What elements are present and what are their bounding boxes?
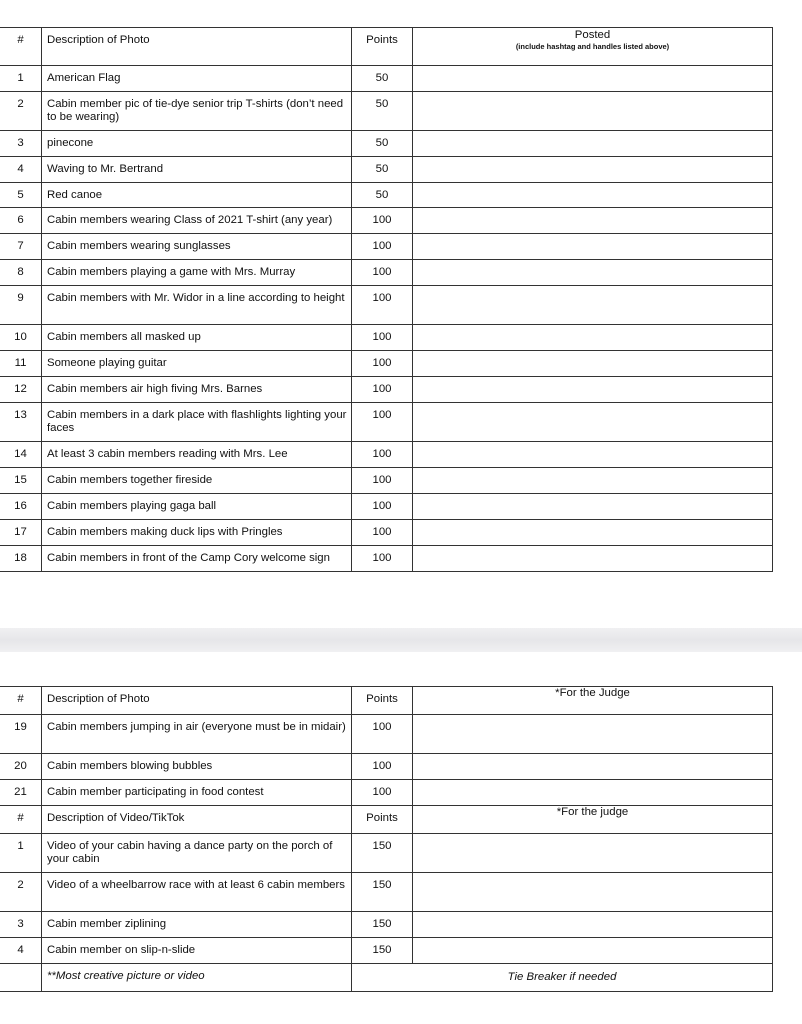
row-points: 100 — [352, 754, 413, 780]
row-number: 14 — [0, 442, 42, 468]
photo-scavenger-table — [0, 27, 773, 572]
row-description: Cabin member pic of tie-dye senior trip T-shirts (don’t need to be wearing) — [42, 92, 352, 131]
row-description: Cabin members all masked up — [42, 325, 352, 351]
row-description: Cabin members with Mr. Widor in a line according to height — [42, 286, 352, 325]
row-description: Red canoe — [42, 183, 352, 208]
row-points: 100 — [352, 286, 413, 325]
row-number: 8 — [0, 260, 42, 286]
row-points: 50 — [352, 157, 413, 183]
video-header-judge: *For the judge — [413, 806, 773, 834]
row-description: Cabin member on slip-n-slide — [42, 938, 352, 964]
table-row — [0, 494, 773, 520]
table-header-row — [0, 28, 773, 66]
row-judge-cell — [413, 912, 773, 938]
row-posted-cell — [413, 468, 773, 494]
row-number: 6 — [0, 208, 42, 234]
row-description: Cabin member participating in food contest — [42, 780, 352, 806]
video-header-description: Description of Video/TikTok — [42, 806, 352, 834]
table-row — [0, 351, 773, 377]
header-posted — [413, 28, 773, 66]
row-posted-cell — [413, 260, 773, 286]
row-number: 4 — [0, 157, 42, 183]
row-posted-cell — [413, 92, 773, 131]
row-description: Video of a wheelbarrow race with at least 6 cabin members — [42, 873, 352, 912]
table-row — [0, 183, 773, 208]
row-number: 10 — [0, 325, 42, 351]
row-number: 4 — [0, 938, 42, 964]
row-points: 150 — [352, 938, 413, 964]
table-row — [0, 131, 773, 157]
row-points: 100 — [352, 260, 413, 286]
row-number: 1 — [0, 834, 42, 873]
table-row — [0, 468, 773, 494]
row-posted-cell — [413, 351, 773, 377]
table-row — [0, 157, 773, 183]
table-row — [0, 938, 773, 964]
table-row — [0, 834, 773, 873]
row-points: 150 — [352, 873, 413, 912]
row-posted-cell — [413, 494, 773, 520]
header-description: Description of Photo — [42, 687, 352, 715]
table-row — [0, 912, 773, 938]
tie-breaker-note: Tie Breaker if needed — [352, 964, 773, 992]
row-number: 13 — [0, 403, 42, 442]
row-description: Cabin members jumping in air (everyone must be in midair) — [42, 715, 352, 754]
row-posted-cell — [413, 546, 773, 572]
row-description: Cabin members in front of the Camp Cory welcome sign — [42, 546, 352, 572]
row-points: 50 — [352, 183, 413, 208]
row-number: 12 — [0, 377, 42, 403]
row-description: Cabin members making duck lips with Pringles — [42, 520, 352, 546]
header-points: Points — [352, 687, 413, 715]
row-number: 20 — [0, 754, 42, 780]
table-row — [0, 546, 773, 572]
row-number: 7 — [0, 234, 42, 260]
row-number: 18 — [0, 546, 42, 572]
row-description: Cabin members wearing Class of 2021 T-shirt (any year) — [42, 208, 352, 234]
row-points: 100 — [352, 546, 413, 572]
row-description: Cabin members air high fiving Mrs. Barnes — [42, 377, 352, 403]
table-row — [0, 234, 773, 260]
row-description: Someone playing guitar — [42, 351, 352, 377]
row-number: 19 — [0, 715, 42, 754]
row-description: pinecone — [42, 131, 352, 157]
row-points: 150 — [352, 834, 413, 873]
table-row — [0, 780, 773, 806]
document-page-2 — [0, 652, 802, 1024]
row-description: Cabin members wearing sunglasses — [42, 234, 352, 260]
row-points: 100 — [352, 325, 413, 351]
row-points: 100 — [352, 234, 413, 260]
row-number: 16 — [0, 494, 42, 520]
row-points: 50 — [352, 66, 413, 92]
table-row — [0, 520, 773, 546]
header-number: # — [0, 28, 42, 66]
row-judge-cell — [413, 938, 773, 964]
row-number: 1 — [0, 66, 42, 92]
row-description: Cabin members playing a game with Mrs. Murray — [42, 260, 352, 286]
row-points: 100 — [352, 520, 413, 546]
row-points: 50 — [352, 131, 413, 157]
row-number: 2 — [0, 92, 42, 131]
table-row — [0, 377, 773, 403]
row-points: 100 — [352, 468, 413, 494]
header-points: Points — [352, 28, 413, 66]
row-posted-cell — [413, 286, 773, 325]
row-number: 3 — [0, 912, 42, 938]
video-header-points: Points — [352, 806, 413, 834]
page-separator — [0, 628, 802, 652]
row-posted-cell — [413, 183, 773, 208]
photo-header-row — [0, 687, 773, 715]
row-points: 100 — [352, 780, 413, 806]
table-row — [0, 442, 773, 468]
header-judge: *For the Judge — [413, 687, 773, 715]
row-points: 100 — [352, 377, 413, 403]
row-posted-cell — [413, 234, 773, 260]
video-header-number: # — [0, 806, 42, 834]
table-row — [0, 403, 773, 442]
row-posted-cell — [413, 377, 773, 403]
row-description: At least 3 cabin members reading with Mrs. Lee — [42, 442, 352, 468]
row-description: Waving to Mr. Bertrand — [42, 157, 352, 183]
table-row — [0, 873, 773, 912]
row-number: 2 — [0, 873, 42, 912]
row-judge-cell — [413, 754, 773, 780]
row-description: Cabin members blowing bubbles — [42, 754, 352, 780]
video-header-row — [0, 806, 773, 834]
posted-title: Posted — [574, 29, 611, 41]
row-posted-cell — [413, 520, 773, 546]
row-description: Cabin members in a dark place with flashlights lighting your faces — [42, 403, 352, 442]
row-posted-cell — [413, 131, 773, 157]
footer-row — [0, 964, 773, 992]
row-points: 150 — [352, 912, 413, 938]
row-points: 100 — [352, 715, 413, 754]
row-number: 11 — [0, 351, 42, 377]
row-description: Cabin members playing gaga ball — [42, 494, 352, 520]
table-row — [0, 260, 773, 286]
table-row — [0, 325, 773, 351]
row-posted-cell — [413, 208, 773, 234]
row-number: 17 — [0, 520, 42, 546]
table-row — [0, 715, 773, 754]
row-number: 21 — [0, 780, 42, 806]
row-description: American Flag — [42, 66, 352, 92]
row-description: Cabin members together fireside — [42, 468, 352, 494]
header-description: Description of Photo — [42, 28, 352, 66]
row-points: 100 — [352, 351, 413, 377]
table-row — [0, 286, 773, 325]
row-points: 100 — [352, 403, 413, 442]
table-row — [0, 66, 773, 92]
row-judge-cell — [413, 780, 773, 806]
table-row — [0, 208, 773, 234]
table-row — [0, 92, 773, 131]
row-number: 15 — [0, 468, 42, 494]
row-posted-cell — [413, 66, 773, 92]
row-description: Video of your cabin having a dance party on the porch of your cabin — [42, 834, 352, 873]
row-number: 5 — [0, 183, 42, 208]
row-description: Cabin member ziplining — [42, 912, 352, 938]
row-posted-cell — [413, 442, 773, 468]
row-judge-cell — [413, 873, 773, 912]
row-posted-cell — [413, 325, 773, 351]
row-posted-cell — [413, 403, 773, 442]
photo-video-table — [0, 686, 773, 992]
row-points: 50 — [352, 92, 413, 131]
row-number: 3 — [0, 131, 42, 157]
row-number: 9 — [0, 286, 42, 325]
posted-note: (include hashtag and handles listed above) — [515, 42, 670, 51]
table-row — [0, 754, 773, 780]
row-judge-cell — [413, 715, 773, 754]
row-points: 100 — [352, 494, 413, 520]
header-number: # — [0, 687, 42, 715]
row-judge-cell — [413, 834, 773, 873]
row-posted-cell — [413, 157, 773, 183]
row-points: 100 — [352, 208, 413, 234]
most-creative-label: **Most creative picture or video — [42, 964, 352, 992]
footer-number-cell — [0, 964, 42, 992]
row-points: 100 — [352, 442, 413, 468]
